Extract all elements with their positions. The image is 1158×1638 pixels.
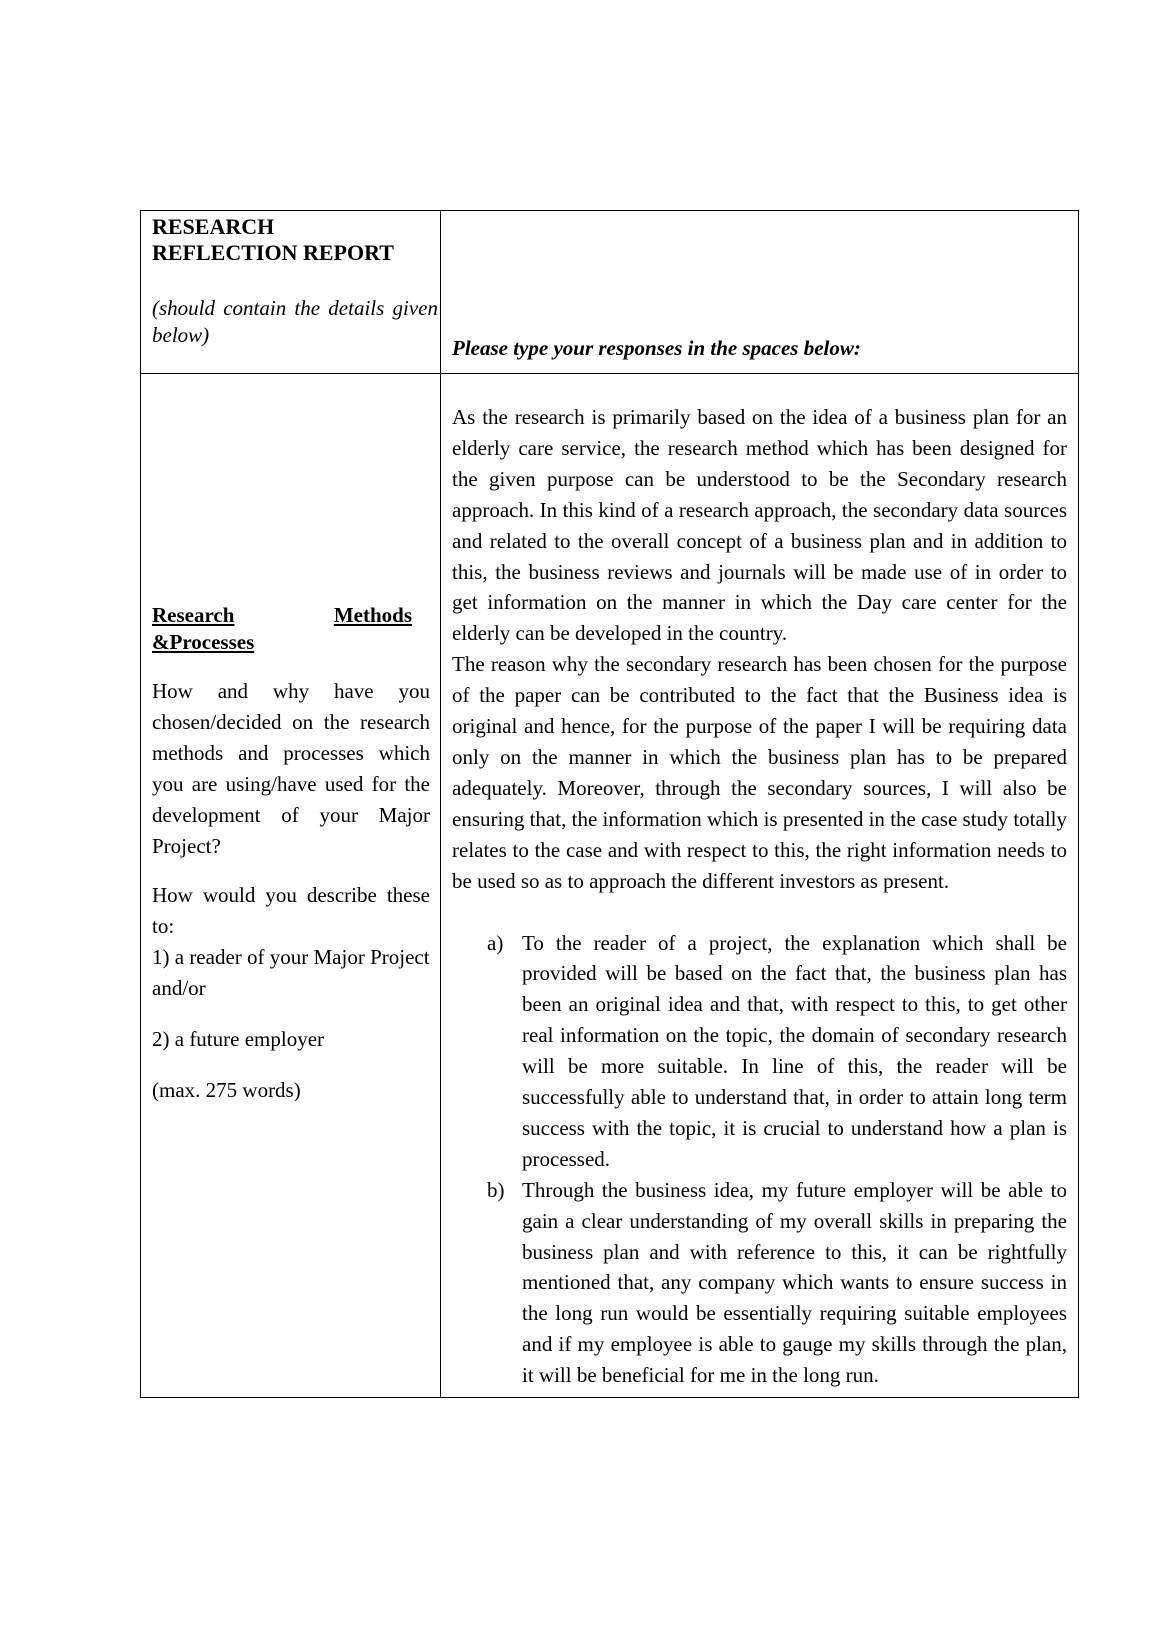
section-heading: [152, 602, 430, 656]
header-left-cell: [141, 211, 441, 374]
section-heading-word2: Methods: [333, 603, 412, 627]
response-prompt: Please type your responses in the spaces below:: [452, 336, 861, 360]
list-item-marker: b): [487, 1177, 505, 1202]
report-title-line1: RESEARCH: [152, 214, 275, 239]
question-2-item-2: 2) a future employer: [152, 1027, 325, 1051]
list-item-text: Through the business idea, my future employer will be able to gain a clear understanding of my overall skills in preparing the business plan and with reference to this, it can be rightfully mentioned that, any company which wants to ensure success in the long run would be essentially requiring suitable employees and if my employee is able to gauge my skills through the plan, it will be beneficial for me in the long run.: [522, 1177, 1067, 1388]
question-2-item-1: 1) a reader of your Major Project: [152, 945, 430, 969]
list-item-marker: a): [487, 930, 504, 955]
word-limit: (max. 275 words): [152, 1078, 301, 1102]
response-list: [452, 928, 1067, 1392]
report-title: [152, 214, 438, 266]
section-heading-line2: &Processes: [152, 630, 255, 654]
research-reflection-table: [140, 210, 1079, 1398]
question-cell: [141, 374, 441, 1398]
header-right-cell: [441, 211, 1079, 374]
question-2-andor: and/or: [152, 976, 206, 1000]
header-row: [141, 211, 1079, 374]
list-item-text: To the reader of a project, the explanation which shall be provided will be based on the fact that, the business plan has been an original idea and that, with respect to this, to get other real information on the topic, the domain of secondary research will be more suitable. In line of this, the reader will be successfully able to understand that, in order to attain long term success with the topic, it is crucial to understand how a plan is processed.: [522, 930, 1067, 1171]
section-heading-word1: Research: [152, 603, 235, 627]
report-subtitle: (should contain the details given below): [152, 296, 438, 347]
list-item: [452, 928, 1067, 1175]
list-item: [452, 1175, 1067, 1391]
question-2-intro: How would you describe these to:: [152, 883, 430, 938]
report-title-line2: REFLECTION REPORT: [152, 240, 394, 265]
response-paragraph-2: The reason why the secondary research has been chosen for the purpose of the paper can be contributed to the fact that the Business idea is original and hence, for the purpose of the paper I will be requiring data only on the manner in which the business plan has to be prepared adequately. Moreover, through the secondary sources, I will also be ensuring that, the information which is presented in the case study totally relates to the case and with respect to this, the right information needs to be used so as to approach the different investors as present.: [452, 652, 1067, 893]
response-cell: [441, 374, 1079, 1398]
body-row: [141, 374, 1079, 1398]
response-paragraph-1: As the research is primarily based on the idea of a business plan for an elderly care service, the research method which has been designed for the given purpose can be understood to be the Secondary research approach. In this kind of a research approach, the secondary data sources and related to the overall concept of a business plan and in addition to this, the business reviews and journals will be made use of in order to get information on the manner in which the Day care center for the elderly can be developed in the country.: [452, 405, 1067, 646]
question-1: How and why have you chosen/decided on the research methods and processes which you are using/have used for the development of your Major Project?: [152, 679, 430, 858]
